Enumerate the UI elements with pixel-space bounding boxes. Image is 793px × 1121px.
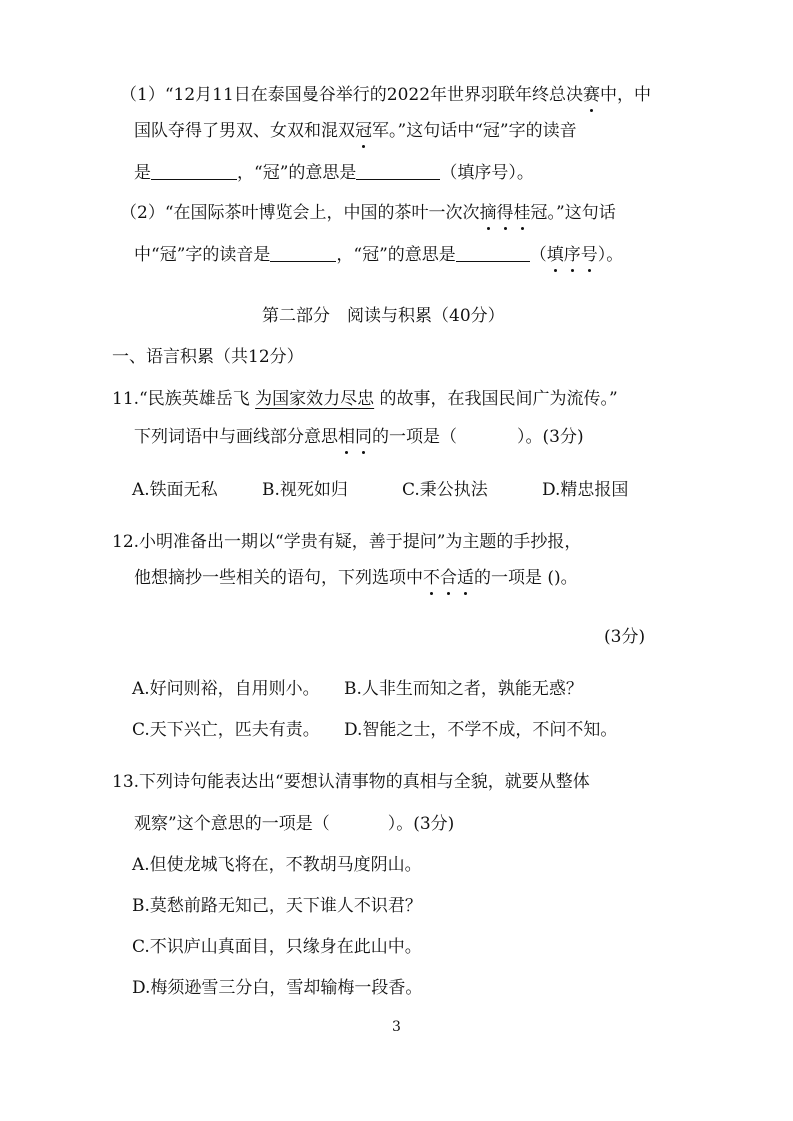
answer-blank[interactable] [456,243,530,262]
q12-option-c: C.天下兴亡，匹夫有责。 [132,720,320,740]
q13-option-d: D.梅须逊雪三分白，雪却输梅一段香。 [132,978,423,998]
q11-stem-line2: 下列词语中与画线部分意思相同的一项是（ ）。(3分) [134,427,584,447]
q11-option-b: B.视死如归 [262,480,348,500]
answer-blank[interactable] [270,243,336,262]
q10-part2-line1: （2）“在国际茶叶博览会上，中国的茶叶一次次摘得桂冠。”这句话 [120,203,616,223]
q12-stem-line2: 他想摘抄一些相关的语句，下列选项中不合适的一项是 ()。 [134,568,578,588]
q11-option-d: D.精忠报国 [542,480,629,500]
underlined-phrase: 为国家效力尽忠 [255,389,375,409]
answer-blank[interactable] [151,161,237,180]
q12-option-a: A.好问则裕，自用则小。 [132,679,320,699]
q10-part1-line2: 国队夺得了男双、女双和混双冠军。”这句话中“冠”字的读音 [134,121,577,141]
q12-option-b: B.人非生而知之者，孰能无惑？ [344,679,583,699]
q12-stem-line1: 12.小明准备出一期以“学贵有疑，善于提问”为主题的手抄报， [112,532,582,552]
q11-stem-line1: 11.“民族英雄岳飞 为国家效力尽忠 的故事，在我国民间广为流传。” [112,389,618,409]
q11-option-a: A.铁面无私 [132,480,218,500]
section-heading: 一、语言积累（共12分） [112,347,304,367]
q11-option-c: C.秉公执法 [402,480,488,500]
q13-stem-line2: 观察”这个意思的一项是（ ）。(3分) [134,814,455,834]
q13-option-a: A.但使龙城飞将在，不教胡马度阴山。 [132,855,422,875]
answer-blank[interactable] [356,161,440,180]
q10-part2-line2: 中“冠”字的读音是 ，“冠”的意思是 （填序号）。 [134,245,624,265]
q12-score: (3分) [604,627,646,647]
page-number: 3 [392,1019,401,1035]
q13-option-b: B.莫愁前路无知己，天下谁人不识君？ [132,896,422,916]
q12-option-d: D.智能之士，不学不成，不问不知。 [344,720,618,740]
part-title: 第二部分 阅读与积累（40分） [262,306,505,326]
q10-part1-line1: （1）“12月11日在泰国曼谷举行的2022年世界羽联年终总决赛中，中 [120,85,652,105]
q13-option-c: C.不识庐山真面目，只缘身在此山中。 [132,937,422,957]
q13-stem-line1: 13.下列诗句能表达出“要想认清事物的真相与全貌，就要从整体 [112,772,590,792]
q10-part1-line3: 是 ，“冠”的意思是 （填序号）。 [134,163,534,183]
